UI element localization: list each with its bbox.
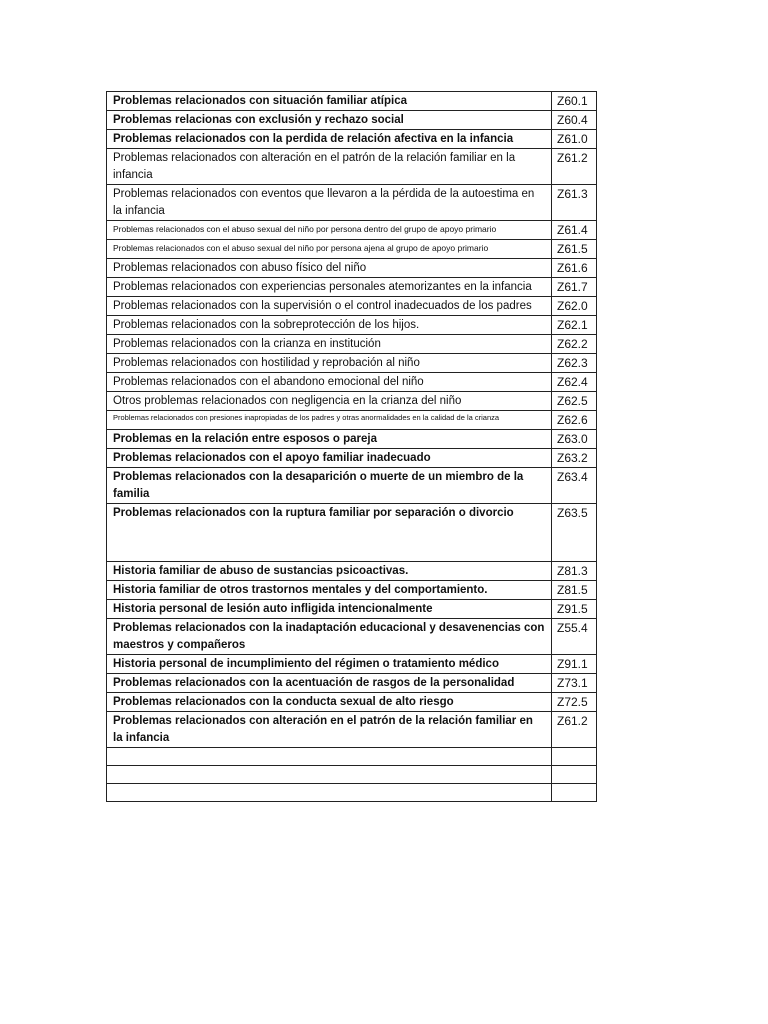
row-description: Problemas relacionados con la desaparición o muerte de un miembro de la familia [107, 468, 552, 504]
row-code [552, 766, 597, 784]
table-row [107, 221, 597, 240]
row-description: Historia personal de lesión auto infligida intencionalmente [107, 600, 552, 619]
row-description: Problemas relacionados con presiones inapropiadas de los padres y otras anormalidades en la calidad de la crianza [107, 411, 552, 430]
row-description: Problemas relacionados con la inadaptación educacional y desavenencias con maestros y compañeros [107, 619, 552, 655]
row-description: Problemas relacionados con la supervisión o el control inadecuados de los padres [107, 297, 552, 316]
row-description: Problemas relacionados con el abuso sexual del niño por persona dentro del grupo de apoyo primario [107, 221, 552, 240]
table-row [107, 392, 597, 411]
table-row [107, 411, 597, 430]
row-code: Z72.5 [552, 693, 597, 712]
row-description: Problemas relacionados con la perdida de relación afectiva en la infancia [107, 130, 552, 149]
row-description [107, 784, 552, 802]
table-row [107, 674, 597, 693]
row-description: Problemas relacionados con el apoyo familiar inadecuado [107, 449, 552, 468]
row-description: Problemas en la relación entre esposos o pareja [107, 430, 552, 449]
row-code: Z63.5 [552, 504, 597, 562]
row-code: Z62.2 [552, 335, 597, 354]
table-row [107, 619, 597, 655]
row-code: Z62.3 [552, 354, 597, 373]
table-row [107, 468, 597, 504]
row-description: Problemas relacionados con la acentuación de rasgos de la personalidad [107, 674, 552, 693]
row-code: Z62.1 [552, 316, 597, 335]
diagnosis-code-table [106, 91, 597, 802]
table-row [107, 259, 597, 278]
table-row-empty [107, 748, 597, 766]
row-description [107, 766, 552, 784]
row-description: Problemas relacionados con la conducta sexual de alto riesgo [107, 693, 552, 712]
row-description [107, 748, 552, 766]
row-code: Z55.4 [552, 619, 597, 655]
row-description: Otros problemas relacionados con negligencia en la crianza del niño [107, 392, 552, 411]
table-row [107, 655, 597, 674]
row-code: Z62.4 [552, 373, 597, 392]
row-code: Z62.5 [552, 392, 597, 411]
table-row [107, 130, 597, 149]
row-code: Z81.5 [552, 581, 597, 600]
row-code: Z61.3 [552, 185, 597, 221]
row-description: Problemas relacionados con experiencias personales atemorizantes en la infancia [107, 278, 552, 297]
table-row [107, 581, 597, 600]
row-description: Problemas relacionados con situación familiar atípica [107, 92, 552, 111]
table-row [107, 92, 597, 111]
row-code: Z62.0 [552, 297, 597, 316]
row-description: Problemas relacionados con la crianza en institución [107, 335, 552, 354]
row-description: Historia familiar de abuso de sustancias psicoactivas. [107, 562, 552, 581]
row-code [552, 784, 597, 802]
row-code: Z60.4 [552, 111, 597, 130]
row-code: Z62.6 [552, 411, 597, 430]
row-description: Problemas relacionados con alteración en el patrón de la relación familiar en la infancia [107, 712, 552, 748]
table-row [107, 712, 597, 748]
table-row [107, 430, 597, 449]
row-description: Historia familiar de otros trastornos mentales y del comportamiento. [107, 581, 552, 600]
row-code: Z61.0 [552, 130, 597, 149]
table-row [107, 111, 597, 130]
table-row [107, 354, 597, 373]
row-description: Problemas relacionados con el abandono emocional del niño [107, 373, 552, 392]
row-description: Problemas relacionados con la ruptura familiar por separación o divorcio [107, 504, 552, 562]
row-description: Problemas relacionados con el abuso sexual del niño por persona ajena al grupo de apoyo primario [107, 240, 552, 259]
table-row-empty [107, 766, 597, 784]
table-row [107, 504, 597, 562]
row-code: Z63.4 [552, 468, 597, 504]
row-code: Z61.4 [552, 221, 597, 240]
row-description: Problemas relacionados con alteración en el patrón de la relación familiar en la infancia [107, 149, 552, 185]
row-code: Z60.1 [552, 92, 597, 111]
row-description: Problemas relacionas con exclusión y rechazo social [107, 111, 552, 130]
row-code: Z91.5 [552, 600, 597, 619]
row-code [552, 748, 597, 766]
row-description: Problemas relacionados con la sobreprotección de los hijos. [107, 316, 552, 335]
table-row-empty [107, 784, 597, 802]
table-row [107, 149, 597, 185]
row-code: Z63.2 [552, 449, 597, 468]
table-row [107, 335, 597, 354]
row-description: Historia personal de incumplimiento del régimen o tratamiento médico [107, 655, 552, 674]
table-row [107, 185, 597, 221]
row-code: Z61.2 [552, 149, 597, 185]
table-row [107, 240, 597, 259]
row-code: Z81.3 [552, 562, 597, 581]
table-row [107, 693, 597, 712]
row-description: Problemas relacionados con hostilidad y reprobación al niño [107, 354, 552, 373]
row-code: Z61.2 [552, 712, 597, 748]
row-code: Z61.7 [552, 278, 597, 297]
table-row [107, 373, 597, 392]
table-row [107, 562, 597, 581]
table-row [107, 297, 597, 316]
row-code: Z63.0 [552, 430, 597, 449]
row-description: Problemas relacionados con abuso físico del niño [107, 259, 552, 278]
row-code: Z61.5 [552, 240, 597, 259]
table-row [107, 449, 597, 468]
table-row [107, 600, 597, 619]
row-code: Z61.6 [552, 259, 597, 278]
table-row [107, 316, 597, 335]
table-row [107, 278, 597, 297]
row-code: Z91.1 [552, 655, 597, 674]
row-description: Problemas relacionados con eventos que llevaron a la pérdida de la autoestima en la infancia [107, 185, 552, 221]
row-code: Z73.1 [552, 674, 597, 693]
